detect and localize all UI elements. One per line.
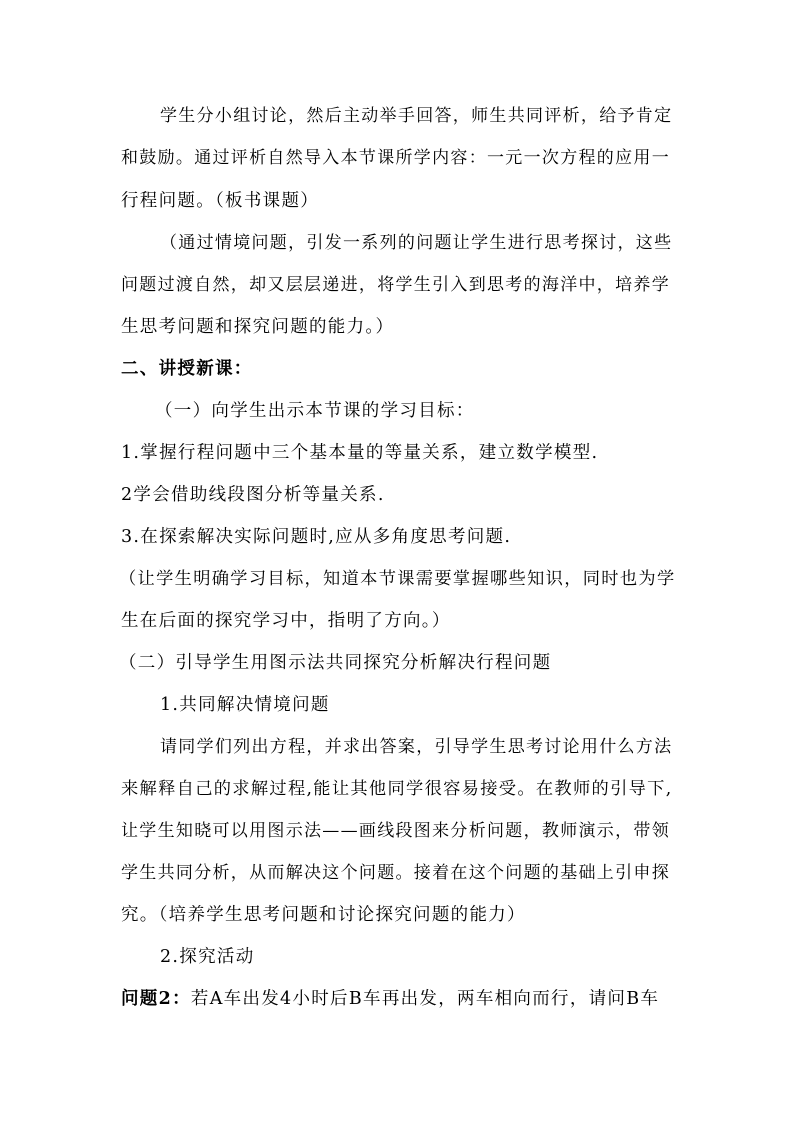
section-heading-teach-new-lesson: 二、讲授新课： [121, 359, 253, 379]
paragraph-2-line-2: 问题过渡自然，却又层层递进，将学生引入到思考的海洋中，培养学 [121, 275, 670, 295]
paragraph-3-line-2: 生在后面的探究学习中，指明了方向。） [121, 611, 451, 631]
item-heading-2: 2.探究活动 [160, 947, 255, 967]
paragraph-3-line-1: （让学生明确学习目标，知道本节课需要掌握哪些知识，同时也为学 [119, 569, 676, 589]
question-2-label: 问题2： [121, 989, 191, 1009]
paragraph-1-line-2: 和鼓励。通过评析自然导入本节课所学内容：一元一次方程的应用一 [121, 148, 670, 168]
goal-item-3: 3.在探索解决实际问题时,应从多角度思考问题. [121, 527, 512, 547]
subsection-heading-goals: （一）向学生出示本节课的学习目标： [155, 401, 475, 421]
paragraph-4-line-2: 来解释自己的求解过程,能让其他同学很容易接受。在教师的引导下, [121, 779, 673, 799]
paragraph-2-line-3: 生思考问题和探究问题的能力。） [121, 317, 395, 337]
paragraph-1-line-3: 行程问题。（板书课题） [121, 191, 320, 211]
paragraph-2-line-1: （通过情境问题，引发一系列的问题让学生进行思考探讨，这些 [160, 233, 673, 253]
paragraph-4-line-5: 究。（培养学生思考问题和讨论探究问题的能力） [121, 905, 526, 925]
item-heading-1: 1.共同解决情境问题 [160, 695, 330, 715]
paragraph-4-line-1: 请同学们列出方程，并求出答案，引导学生思考讨论用什么方法 [160, 737, 673, 757]
question-2 [121, 986, 659, 1012]
goal-item-1: 1.掌握行程问题中三个基本量的等量关系，建立数学模型. [121, 443, 599, 463]
paragraph-1-line-1: 学生分小组讨论，然后主动举手回答，师生共同评析，给予肯定 [160, 106, 673, 126]
goal-item-2: 2学会借助线段图分析等量关系. [121, 485, 385, 505]
question-2-text: 若A车出发4小时后B车再出发，两车相向而行，请问B车 [190, 989, 660, 1009]
paragraph-4-line-4: 学生共同分析，从而解决这个问题。接着在这个问题的基础上引申探 [121, 863, 670, 883]
subsection-heading-diagram-method: （二）引导学生用图示法共同探究分析解决行程问题 [119, 653, 552, 673]
paragraph-4-line-3: 让学生知晓可以用图示法——画线段图来分析问题，教师演示，带领 [121, 821, 670, 841]
